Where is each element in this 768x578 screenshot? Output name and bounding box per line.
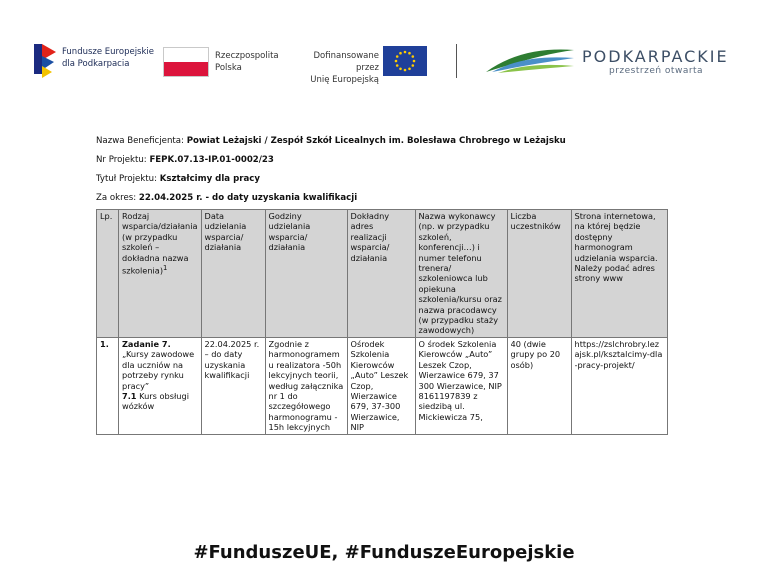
podkarpackie-tagline: przestrzeń otwarta (609, 66, 704, 76)
cell-contractor (415, 338, 507, 435)
header-hours: Godziny udzielania wsparcia/ działania (265, 210, 347, 338)
task-sub-number: 7.1 (122, 391, 137, 402)
period-value: 22.04.2025 r. - do daty uzyskania kwalifikacji (138, 193, 358, 203)
project-title-line (96, 174, 260, 184)
beneficiary-value: Powiat Leżajski / Zespół Szkół Licealnych im. Bolesława Chrobrego w Leżajsku (186, 136, 566, 146)
header-participants: Liczba uczestników (507, 210, 571, 338)
cell-lp (97, 338, 119, 435)
rp-line2: Polska (215, 63, 242, 73)
task-description: „Kursy zawodowe dla uczniów na potrzeby rynku pracy” (122, 349, 195, 391)
contractor-details: O środek Szkolenia Kierowców „Auto” Leszek Czop, Wierzawice 679, 37 300 Wierzawice, NIP 8161197839 z siedzibą ul. Mickiewicza 75, (418, 339, 502, 422)
task-title: Zadanie 7. (122, 339, 171, 349)
support-hours: Zgodnie z harmonogramem u realizatora -50h lekcyjnych teorii, według załącznika nr 1 do szczegółowego harmonogramu - 15h lekcyjnych (268, 339, 344, 433)
cell-hours (265, 338, 347, 435)
header-lp: Lp. (97, 210, 119, 338)
fe-logo-line2: dla Podkarpacia (62, 59, 130, 69)
support-date: 22.04.2025 r. – do daty uzyskania kwalifikacji (204, 339, 260, 381)
cell-date (201, 338, 265, 435)
footnote-marker: 1 (163, 264, 168, 273)
cell-support-type (119, 338, 202, 435)
fe-logo-text (62, 46, 154, 70)
header-website: Strona internetowa, na której będzie dostępny harmonogram udzielania wsparcia. Należy podać adres strony www (571, 210, 667, 338)
period-line (96, 193, 357, 203)
eu-line2: Unię Europejską (310, 75, 379, 85)
cell-address (347, 338, 415, 435)
header-contractor: Nazwa wykonawcy (np. w przypadku szkoleń, konferencji…) i numer telefonu trenera/ szkoleniowca lub opiekuna szkolenia/kursu oraz nazwa pracodawcy (w przypadku staży zawodowych) (415, 210, 507, 338)
podkarpackie-logo-text: PODKARPACKIE (582, 47, 729, 66)
participants-count: 40 (dwie grupy po 20 osób) (510, 339, 561, 370)
table-row (97, 338, 668, 435)
support-schedule-table (96, 209, 668, 435)
eu-line1: Dofinansowane przez (313, 51, 379, 73)
logo-separator (456, 44, 457, 78)
project-number-value: FEPK.07.13-IP.01-0002/23 (149, 155, 274, 165)
eu-cofunding-text (291, 50, 379, 86)
header-date: Data udzielania wsparcia/ działania (201, 210, 265, 338)
rp-logo-text (215, 50, 279, 74)
task-sub-description: Kurs obsługi wózków (122, 391, 189, 412)
header-support-type (119, 210, 202, 338)
beneficiary-label: Nazwa Beneficjenta: (96, 136, 184, 146)
project-title-value: Kształcimy dla pracy (159, 174, 260, 184)
cell-participants (507, 338, 571, 435)
rp-line1: Rzeczpospolita (215, 51, 279, 61)
website-link[interactable]: https://zslchrobry.lezajsk.pl/ksztalcimy-dla-pracy-projekt/ (574, 339, 663, 370)
eu-flag-icon (383, 46, 427, 76)
header-address: Dokładny adres realizacji wsparcia/ działania (347, 210, 415, 338)
hashtag-footer: #FunduszeUE, #FunduszeEuropejskie (193, 542, 575, 563)
logo-bar (0, 38, 768, 85)
project-number-line (96, 155, 274, 165)
header-support-type-text: Rodzaj wsparcia/działania (w przypadku szkoleń – dokładna nazwa szkolenia) (122, 211, 198, 276)
polish-flag-icon (163, 47, 209, 77)
fe-logo-line1: Fundusze Europejskie (62, 47, 154, 57)
support-address: Ośrodek Szkolenia Kierowców „Auto” Leszek Czop, Wierzawice 679, 37-300 Wierzawice, NIP (350, 339, 409, 433)
fundusze-europejskie-logo-icon (34, 40, 56, 80)
podkarpackie-swoosh-icon (484, 46, 576, 74)
row-number: 1. (100, 339, 109, 349)
cell-website (571, 338, 667, 435)
project-number-label: Nr Projektu: (96, 155, 147, 165)
period-label: Za okres: (96, 193, 137, 203)
table-header-row (97, 210, 668, 338)
project-title-label: Tytuł Projektu: (96, 174, 157, 184)
beneficiary-line (96, 136, 566, 146)
